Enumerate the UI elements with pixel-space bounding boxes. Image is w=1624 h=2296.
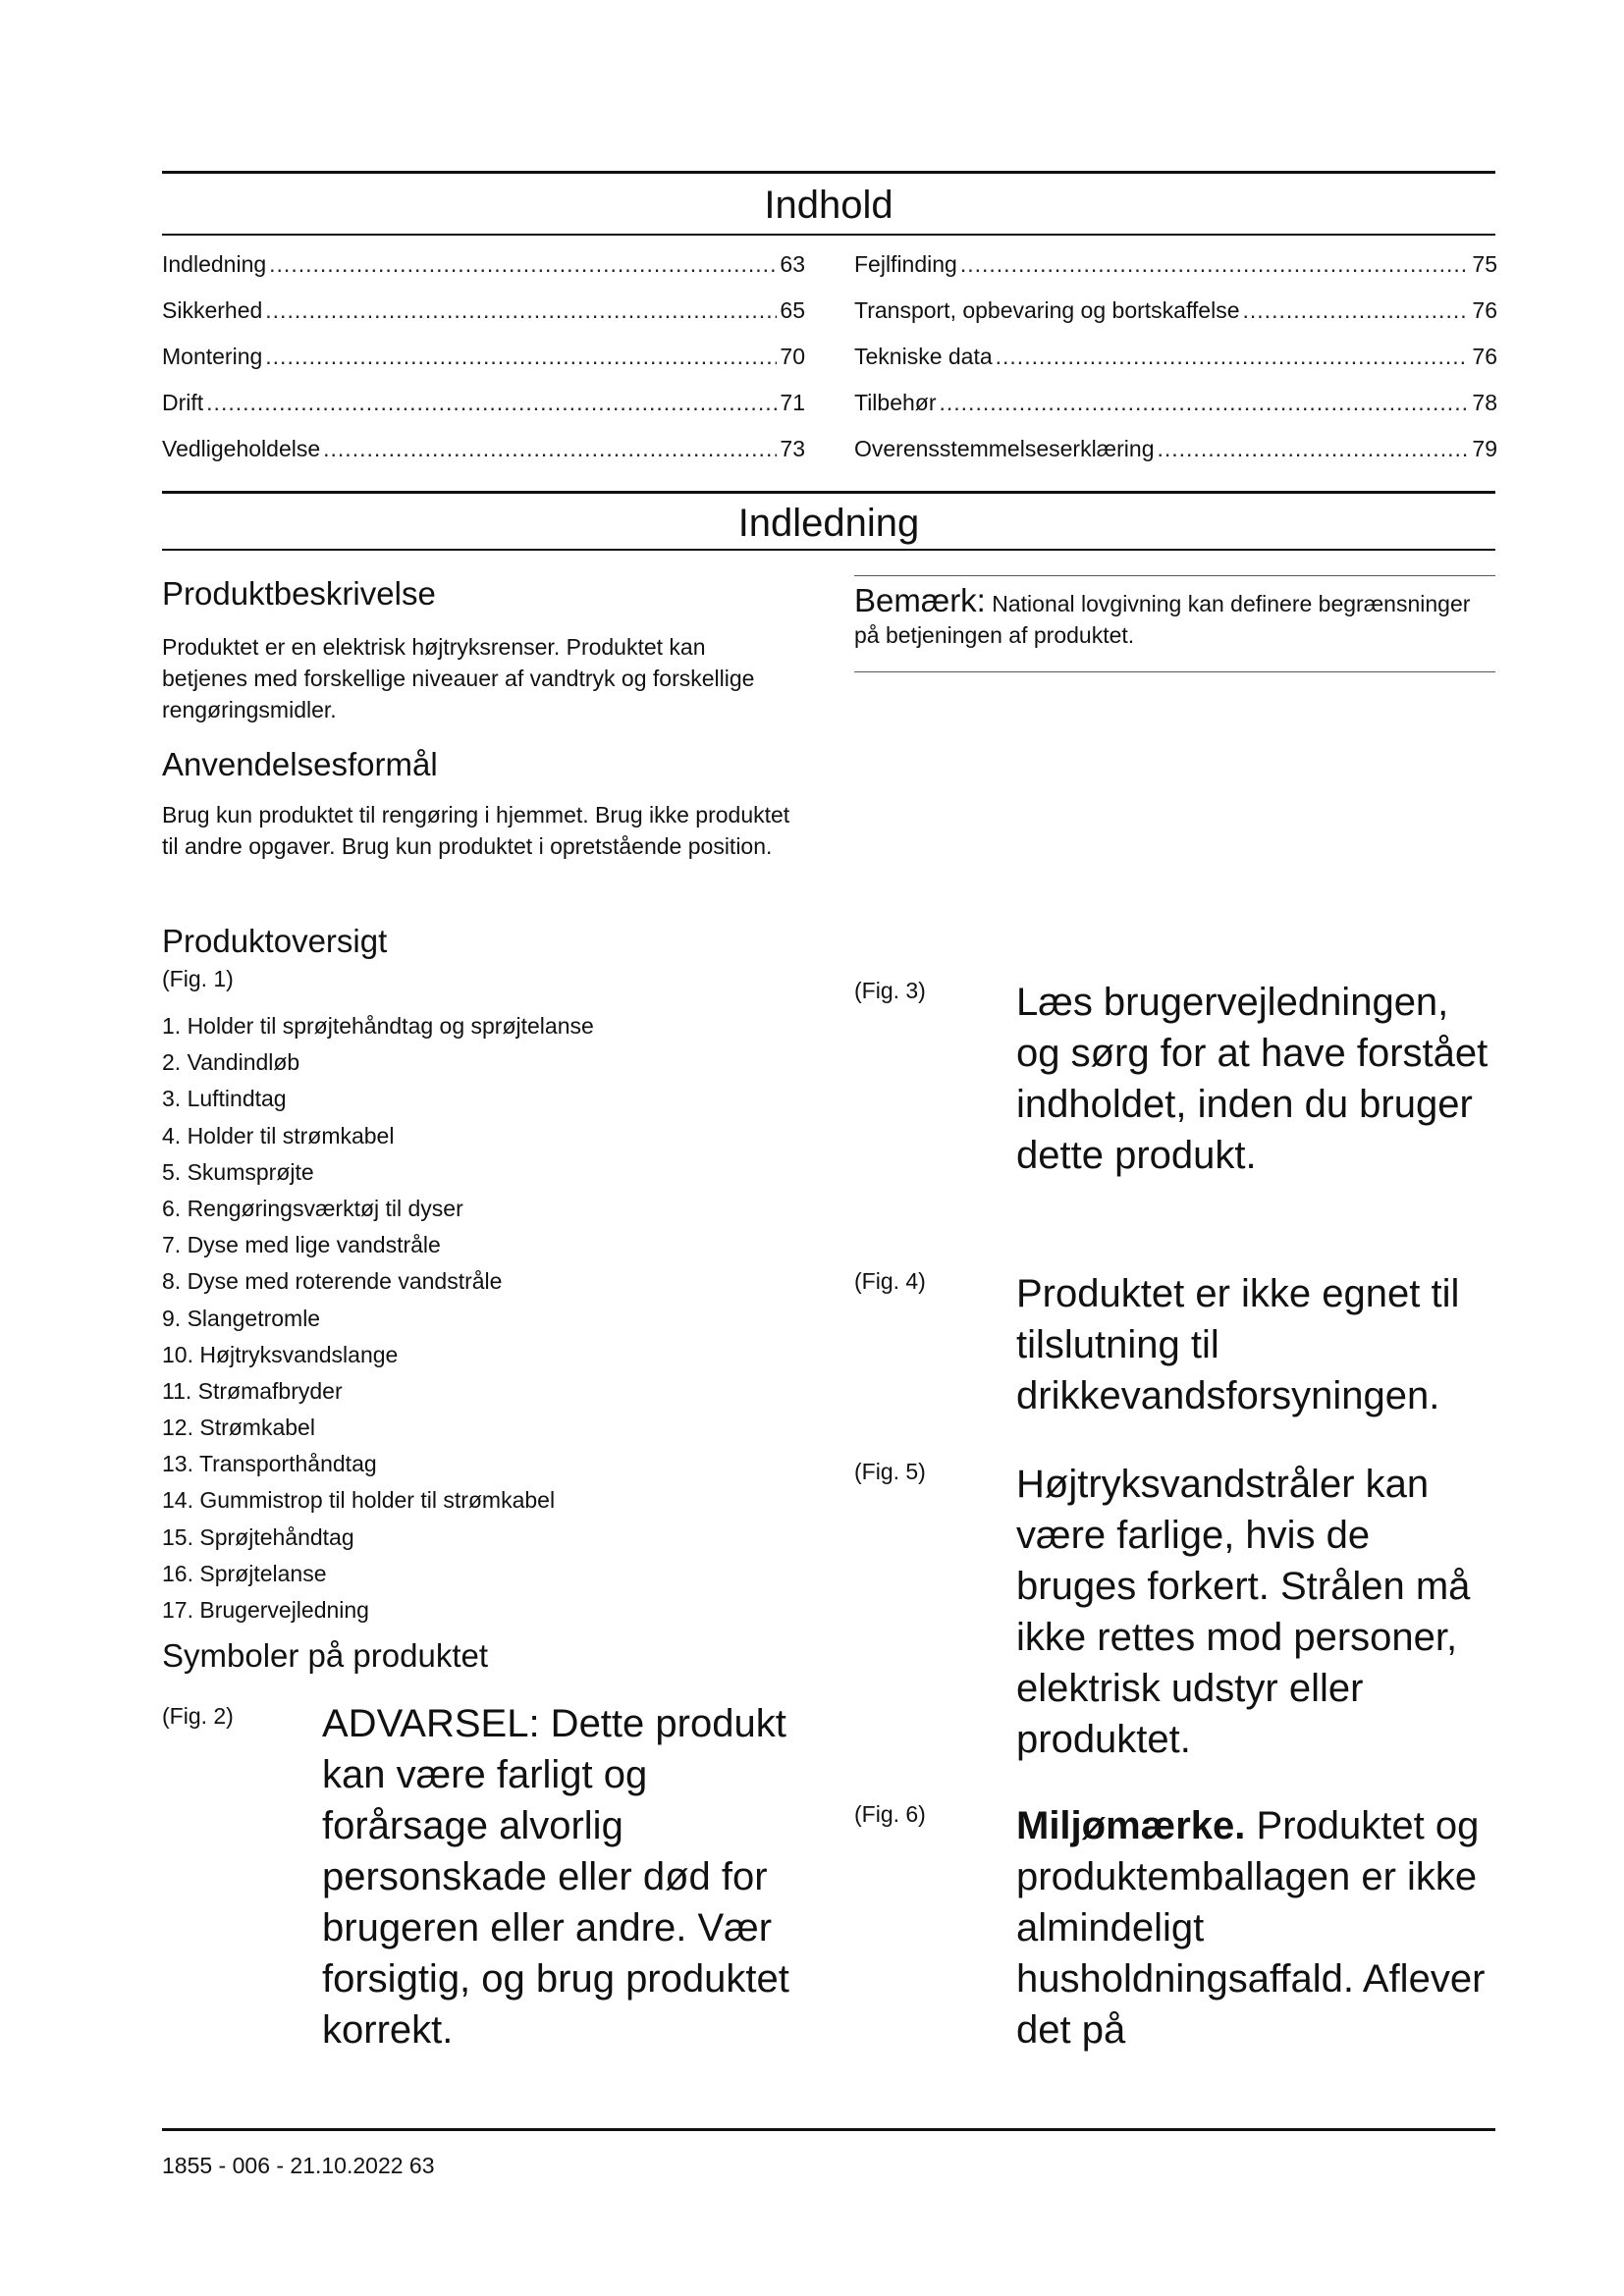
list-item: 1. Holder til sprøjtehåndtag og sprøjtelanse <box>162 1013 594 1039</box>
toc-entry[interactable]: Tilbehør ..... 78 <box>854 390 1497 436</box>
intro-top-rule <box>162 491 1495 494</box>
toc-entry[interactable]: Tekniske data ..... 76 <box>854 344 1497 390</box>
list-item: 14. Gummistrop til holder til strømkabel <box>162 1487 556 1514</box>
product-overview-heading: Produktoversigt <box>162 923 388 959</box>
list-item: 6. Rengøringsværktøj til dyser <box>162 1195 463 1221</box>
fig-2-warning-text: ADVARSEL: Dette produkt kan være farligt og forårsage alvorlig personskade eller død for brugeren eller andre. Vær forsigtig, og brug produktet korrekt. <box>322 1702 789 2052</box>
toc-top-rule <box>162 171 1495 174</box>
fig-6-text-block <box>1016 1800 1497 2056</box>
toc-entry[interactable]: Transport, opbevaring og bortskaffelse ..... 76 <box>854 297 1497 344</box>
toc-left-column <box>162 251 805 482</box>
intended-use-text: Brug kun produktet til rengøring i hjemmet. Brug ikke produktet til andre opgaver. Brug kun produktet i opretstående position. <box>162 802 790 859</box>
footer-rule <box>162 2128 1495 2131</box>
note-top-rule <box>854 575 1495 576</box>
toc-entry[interactable]: Fejlfinding ..... 75 <box>854 251 1497 297</box>
note-label: Bemærk: <box>854 582 986 618</box>
note-text: National lovgivning kan definere begrænsninger på betjeningen af produktet. <box>854 591 1471 648</box>
toc-entry[interactable]: Overensstemmelseserklæring ..... 79 <box>854 436 1497 482</box>
symbols-heading: Symboler på produktet <box>162 1637 489 1674</box>
intro-title: Indledning <box>737 502 920 545</box>
intro-title-rule <box>162 549 1495 551</box>
product-description-text: Produktet er en elektrisk højtryksrenser. Produktet kan betjenes med forskellige niveauer af vandtryk og forskellige rengøringsmidler. <box>162 634 755 722</box>
list-item: 16. Sprøjtelanse <box>162 1560 327 1586</box>
toc-entry[interactable]: Sikkerhed ..... 65 <box>162 297 805 344</box>
list-item: 7. Dyse med lige vandstråle <box>162 1232 441 1258</box>
fig-5-reference: (Fig. 5) <box>854 1459 926 1484</box>
list-item: 13. Transporthåndtag <box>162 1451 377 1477</box>
product-description-heading: Produktbeskrivelse <box>162 575 436 612</box>
toc-entry[interactable]: Drift ..... 71 <box>162 390 805 436</box>
fig-6-bold-label: Miljømærke. <box>1016 1804 1246 1847</box>
list-item: 15. Sprøjtehåndtag <box>162 1523 354 1550</box>
fig-4-text: Produktet er ikke egnet til tilslutning til drikkevandsforsyningen. <box>1016 1272 1460 1417</box>
note-bottom-rule <box>854 671 1495 672</box>
list-item: 11. Strømafbryder <box>162 1377 343 1404</box>
footer-text: 1855 - 006 - 21.10.2022 63 <box>162 2153 435 2178</box>
list-item: 9. Slangetromle <box>162 1305 321 1331</box>
fig-4-reference: (Fig. 4) <box>854 1268 926 1294</box>
list-item: 10. Højtryksvandslange <box>162 1341 399 1367</box>
list-item: 12. Strømkabel <box>162 1415 315 1441</box>
list-item: 4. Holder til strømkabel <box>162 1122 395 1148</box>
fig-3-reference: (Fig. 3) <box>854 978 926 1003</box>
toc-entry[interactable]: Montering ..... 70 <box>162 344 805 390</box>
fig-6-reference: (Fig. 6) <box>854 1801 926 1827</box>
list-item: 2. Vandindløb <box>162 1049 300 1076</box>
fig-3-text: Læs brugervejledningen, og sørg for at have forstået indholdet, inden du bruger dette produkt. <box>1016 981 1489 1177</box>
fig-1-reference: (Fig. 1) <box>162 966 234 991</box>
list-item: 8. Dyse med roterende vandstråle <box>162 1268 503 1295</box>
product-overview-list <box>162 1010 594 1630</box>
list-item: 5. Skumsprøjte <box>162 1158 314 1185</box>
list-item: 3. Luftindtag <box>162 1086 287 1112</box>
list-item: 17. Brugervejledning <box>162 1597 369 1623</box>
fig-5-text: Højtryksvandstråler kan være farlige, hvis de bruges forkert. Strålen må ikke rettes mod personer, elektrisk udstyr eller produktet. <box>1016 1463 1471 1761</box>
intended-use-heading: Anvendelsesformål <box>162 746 438 782</box>
fig-2-reference: (Fig. 2) <box>162 1703 234 1729</box>
toc-title: Indhold <box>764 184 893 227</box>
toc-title-rule <box>162 234 1495 236</box>
toc-right-column <box>854 251 1497 482</box>
toc-entry[interactable]: Indledning ..... 63 <box>162 251 805 297</box>
fig-6-text: Produktet og produktemballagen er ikke almindeligt husholdningsaffald. Aflever det på <box>1016 1804 1486 2052</box>
toc-entry[interactable]: Vedligeholdelse ..... 73 <box>162 436 805 482</box>
note-box <box>854 582 1483 651</box>
